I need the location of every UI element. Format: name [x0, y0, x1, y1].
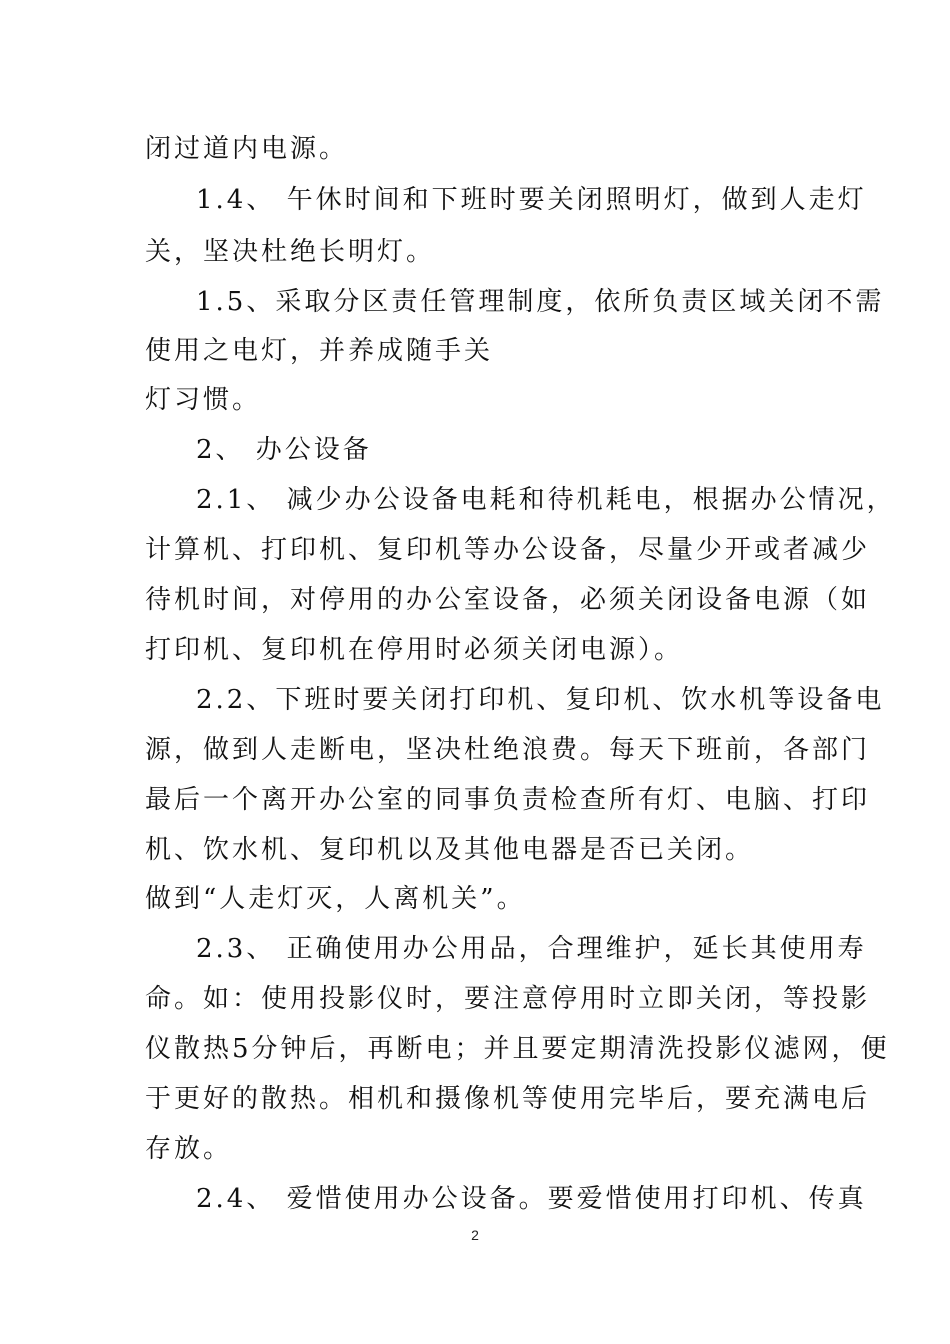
text-line-2: 1.4、 午休时间和下班时要关闭照明灯，做到人走灯 [196, 185, 867, 215]
text-line-6: 灯习惯。 [145, 385, 262, 415]
text-line-5: 使用之电灯，并养成随手关 [145, 336, 494, 366]
text-line-13: 源，做到人走断电，坚决杜绝浪费。每天下班前，各部门 [145, 735, 871, 765]
text-line-15: 机、饮水机、复印机以及其他电器是否已关闭。 [145, 835, 755, 865]
text-line-9: 计算机、打印机、复印机等办公设备，尽量少开或者减少 [145, 535, 871, 565]
text-line-11: 打印机、复印机在停用时必须关闭电源）。 [145, 635, 684, 665]
text-line-10: 待机时间，对停用的办公室设备，必须关闭设备电源（如 [145, 585, 871, 615]
text-line-12: 2.2、下班时要关闭打印机、复印机、饮水机等设备电 [196, 685, 885, 715]
text-line-18: 命。如：使用投影仪时，要注意停用时立即关闭，等投影 [145, 984, 871, 1014]
text-line-8: 2.1、 减少办公设备电耗和待机耗电，根据办公情况， [196, 485, 896, 515]
text-line-14: 最后一个离开办公室的同事负责检查所有灯、电脑、打印 [145, 785, 871, 815]
text-line-19: 仪散热5分钟后，再断电；并且要定期清洗投影仪滤网，便 [145, 1034, 890, 1064]
text-line-4: 1.5、采取分区责任管理制度，依所负责区域关闭不需 [196, 287, 885, 317]
section-heading: 2、 办公设备 [196, 435, 372, 465]
text-line-21: 存放。 [145, 1134, 233, 1164]
text-line-1: 闭过道内电源。 [145, 134, 349, 164]
text-line-17: 2.3、 正确使用办公用品，合理维护，延长其使用寿 [196, 934, 867, 964]
text-line-3: 关，坚决杜绝长明灯。 [145, 237, 436, 267]
page-number: 2 [471, 1227, 479, 1243]
text-line-20: 于更好的散热。相机和摄像机等使用完毕后，要充满电后 [145, 1084, 871, 1114]
text-line-22: 2.4、 爱惜使用办公设备。要爱惜使用打印机、传真 [196, 1184, 867, 1214]
text-line-16: 做到“人走灯灭，人离机关”。 [145, 884, 526, 914]
